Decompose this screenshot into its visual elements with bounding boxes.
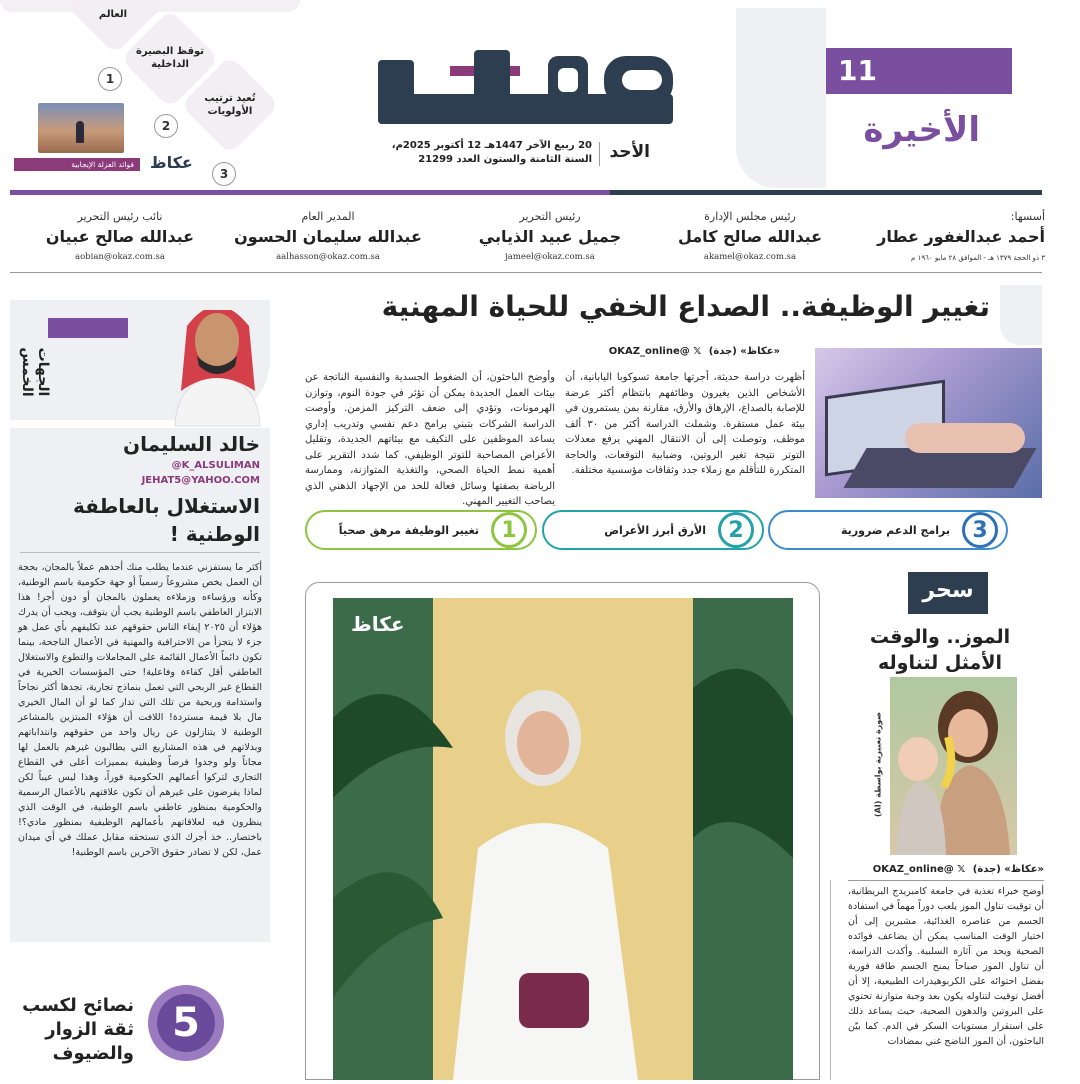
- sahar-byline: [848, 864, 1044, 875]
- main-byline: [560, 346, 780, 357]
- issue-day: الأحد: [609, 142, 650, 162]
- x-icon: 𝕏: [957, 864, 966, 875]
- main-byline-text: «عكاظ» (جدة) OKAZ_online@: [608, 346, 780, 357]
- pill-2-label: الأرق أبرز الأعراض: [604, 523, 706, 537]
- gm-email: aalhasson@okaz.com.sa: [276, 252, 380, 262]
- main-headline-deco: [1000, 285, 1042, 345]
- page-number: 11: [838, 54, 877, 87]
- sahar-byline-text: «عكاظ» (جدة) OKAZ_online@: [872, 864, 1044, 875]
- columnist-name: خالد السليمان: [123, 432, 260, 456]
- columnist-handle: @K_ALSULIMAN: [171, 460, 260, 471]
- staff-gm: [228, 210, 428, 262]
- feature-photo-logo: عكاظ: [351, 612, 405, 636]
- columnist-purple-bar: [48, 318, 128, 338]
- pill-2-number: 2: [718, 512, 754, 548]
- board-email: akamel@okaz.com.sa: [703, 252, 797, 262]
- board-name: عبدالله صالح كامل: [677, 227, 823, 246]
- teaser-label-2: تُعيد ترتيب الأولويات: [204, 93, 256, 117]
- section-title: الأخيرة: [863, 110, 980, 150]
- feature-photo: [333, 598, 793, 1080]
- columnist-section-label: الجهات الخمس: [19, 347, 51, 397]
- editor-role: رئيس التحرير: [519, 210, 581, 223]
- masthead-logo: [378, 50, 673, 130]
- tips-number: 5: [172, 1000, 200, 1046]
- gm-role: المدير العام: [301, 210, 355, 223]
- main-col-2: وأوضح الباحثون، أن الضغوط الجسدية والنفسية الناتجة عن بيئات العمل الجديدة يمكن أن تؤثر في جودة النوم، وتوازن الهرمونات، وتؤدي إلى ضعف التركيز المزمن. وأوصت الدراسة الشركات بتبني برامج دعم نفسي وتدريب إداري يساعد الموظفين على التكيف مع بيئاتهم الجديدة، وتقليل الأعراض المصاحبة للتوتر الوظيفي، كما شدد التقرير على أهمية نمط الحياة الصحي، والتغذية المتوازنة، وممارسة الرياضة بصفتها وسائل فعالة للحد من الإجهاد الذهني الذي يصاحب التغيير المهني.: [305, 372, 555, 507]
- columnist-divider: [20, 552, 260, 553]
- masthead-deco: [736, 8, 826, 188]
- sahar-tag: سحر: [922, 578, 974, 603]
- teaser-number-3: 3: [212, 162, 236, 186]
- sahar-side-rule: [830, 880, 831, 1080]
- editor-email: jameel@okaz.com.sa: [505, 252, 595, 262]
- tips-label: نصائح لكسب ثقة الزوار والضيوف: [22, 995, 134, 1064]
- gm-name: عبدالله سليمان الحسون: [234, 227, 422, 246]
- deputy-name: عبدالله صالح عبيان: [45, 227, 195, 246]
- sahar-rule: [848, 880, 1044, 881]
- staff-board: [660, 210, 840, 262]
- editor-name: جميل عبيد الذيابي: [478, 227, 622, 246]
- teaser-label-1: توقظ البصيرة الداخلية: [135, 46, 205, 70]
- laptop-keyboard: [843, 448, 1036, 488]
- staff-rule: [10, 272, 1042, 273]
- masthead-rule-purple: [10, 190, 610, 195]
- sahar-body: أوضح خبراء تغذية في جامعة كامبريدج البريطانية، أن توقيت تناول الموز يلعب دوراً مهماً في استفادة الجسم من عناصره الغذائية، مشيرين إلى أن اختيار الوقت المناسب يمكن أن يضاعف فوائده الصحية ويحد من آثاره السلبية. وأكدت الدراسة، أن تناول الموز صباحاً يمنح الجسم طاقة فورية بفضل احتوائه على الكربوهيدرات الطبيعية، إلا أن أفضل توقيت لتناوله يكون بعد وجبة متوازنة تحتوي على البروتين والدهون الصحية، حيث يساعد ذلك على استقرار مستويات السكر في الدم. كما بيّن الباحثون، أن الموز الناضج غني بمضادات: [848, 886, 1044, 1047]
- staff-deputy: [30, 210, 210, 262]
- deputy-email: aobian@okaz.com.sa: [75, 252, 165, 262]
- staff-editor: [460, 210, 640, 262]
- pill-3-label: تغيير الوظيفة مرهق صحياً: [338, 523, 479, 537]
- founder-date: ٣ ذو الحجة ١٣٧٩ هـ - الموافق ٢٨ مايو ١٩٦٠ م: [911, 254, 1045, 262]
- tips-number-circle: [148, 985, 224, 1061]
- tips-number-inner: [157, 994, 215, 1052]
- columnist-photo: [165, 286, 270, 426]
- columnist-email: JEHAT5@YAHOO.COM: [141, 475, 260, 486]
- teaser-top-label: العالم: [98, 9, 128, 20]
- pill-1-number: 3: [962, 512, 998, 548]
- columnist-body: أكثر ما يستفزني عندما يطلب منك أحدهم عملاً بالمجان، بحجة أن العمل يخص مشروعاً رسمياً أو جهة حكومية باسم الوطنية، وكأنه ورؤساءه وزملاءه يعملون بالمجان أو دون أجر! هذا الابتزاز العاطفي باسم الوطنية يجب أن يتوقف، ويجب أن يدرك هؤلاء أن ٢٠٢٥ إيفاء الناس حقوقهم عند تكليفهم بأي عمل هو جزء لا يتجزأ من الاحترافية والمهنية في الأعمال الناجحة، بينما تكون دائماً الأعمال القائمة على المجاملات والتطوع والاستغلال العاطفي أقل كفاءة وفاعلية! حتى المؤسسات الخيرية في القطاع غير الربحي التي تعمل بنماذج تجارية، تجدها أكثر نجاحاً واستدامة وربحية من تلك التي تدار كما لو أن المال الخيري مال بلا قيمة مستردة! اللافت أن هؤلاء المبتزين بالمشاعر الوطنية لا يتنازلون عن ريال واحد من حقوقهم وانتداباتهم وبدلاتهم في هذه المشاريع التي يطالبون غيرهم بالعمل لها مجاناً ولو وجدوا فرصاً وظيفية بمميزات أعلى في القطاع التجاري لتركوا أعمالهم الحكومية فوراً، وهذا ليس عيباً لكن لماذا يفرضون على غيرهم أن تكون علاقتهم بالأعمال الرسمية والحكومية بمنظور عاطفي باسم الوطنية، في الوقت الذي ينظرون فيه لعلاقاتهم بأعمالهم الوظيفية بمنظور مادي؟! باختصار.. خذ أجرك الذي تستحقه مقابل عملك في أي ميدان عمل، لكن لا تصادر حقوق الآخرين باسم الوطنية!: [18, 562, 262, 858]
- x-icon: 𝕏: [693, 346, 702, 357]
- issue-date: 20 ربيع الآخر 1447هـ 12 أكتوبر 2025م،: [391, 140, 592, 151]
- typing-hands: [905, 423, 1025, 453]
- main-col-1: أظهرت دراسة حديثة، أجرتها جامعة تسوكوبا اليابانية، أن الأشخاص الذين يغيرون وظائفهم بانتظام أكثر عرضة للإصابة بالصداع، الإرهاق والأرق، مقارنة بمن يستمرون في بيئة عمل مستقرة. وشملت الدراسة أكثر من ٣٠ ألف موظف، وتوصلت إلى أن الانتقال المهني يرفع معدلات التوتر نتيجة تغير الروتين، وضبابية التوقعات، والحاجة المتكررة للتأقلم مع زملاء جدد وثقافات مؤسسية مختلفة.: [565, 372, 805, 476]
- date-divider: [599, 142, 600, 166]
- staff-founder: [855, 210, 1045, 262]
- pill-3: [305, 510, 537, 550]
- deputy-role: نائب رئيس التحرير: [77, 210, 163, 223]
- pill-1-label: برامج الدعم ضرورية: [841, 523, 950, 537]
- teaser-number-1: 1: [98, 67, 122, 91]
- columnist-title: الاستغلال بالعاطفة الوطنية !: [72, 494, 260, 546]
- board-role: رئيس مجلس الإدارة: [704, 210, 796, 223]
- sahar-photo-caption: صورة تعبيرية بواسطة (AI): [873, 711, 883, 818]
- main-photo: [815, 348, 1042, 498]
- teaser-caption: فوائد العزلة الإيجابية: [14, 158, 140, 171]
- teaser-thumbnail: [38, 103, 124, 153]
- pill-3-number: 1: [491, 512, 527, 548]
- issue-number: السنة الثامنة والستون العدد 21299: [418, 154, 592, 165]
- founder-name: أحمد عبدالغفور عطار: [877, 227, 1045, 246]
- teaser-panel: [0, 0, 300, 190]
- teaser-logo: عكاظ: [150, 153, 193, 172]
- sahar-headline: الموز.. والوقت الأمثل لتناوله: [869, 626, 1011, 674]
- founder-label: أسسها:: [1010, 210, 1045, 223]
- main-headline: تغيير الوظيفة.. الصداع الخفي للحياة المهنية: [381, 290, 990, 323]
- pill-1: [768, 510, 1008, 550]
- teaser-thumbnail-figure: [76, 121, 84, 143]
- teaser-number-2: 2: [154, 114, 178, 138]
- pill-2: [542, 510, 764, 550]
- sahar-photo: [890, 677, 1017, 855]
